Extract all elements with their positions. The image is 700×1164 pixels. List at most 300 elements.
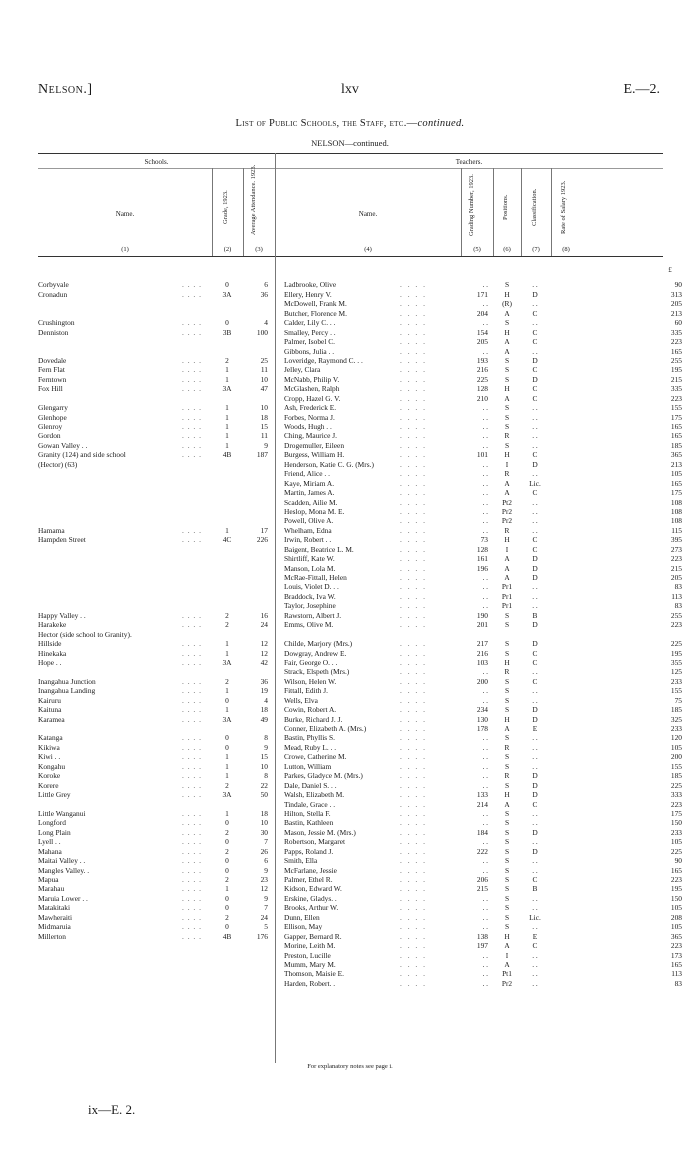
leader-dots: . . . . (400, 535, 427, 545)
grading-number: . . (482, 808, 488, 818)
position: A (504, 308, 510, 318)
vrule-7 (551, 168, 552, 256)
position: S (504, 280, 510, 290)
classification: C (532, 657, 538, 667)
leader-dots: . . . . (182, 752, 202, 762)
grading-number: . . (482, 488, 488, 498)
attendance: 4 (264, 318, 268, 328)
salary: 333 (670, 790, 682, 800)
position: A (504, 563, 510, 573)
classification: . . (532, 959, 538, 969)
classification: C (532, 676, 538, 686)
school-name: Long Plain (38, 827, 71, 837)
attendance: 15 (260, 422, 268, 431)
grading-number: 214 (476, 799, 488, 809)
leader-dots: . . . . (182, 412, 202, 422)
rule-top (38, 153, 663, 154)
grade: 0 (225, 865, 229, 875)
leader-dots: . . . . (400, 393, 427, 403)
leader-dots: . . . . (400, 818, 427, 828)
leader-dots: . . . . (182, 440, 202, 450)
salary: 365 (670, 450, 682, 460)
school-name: Dovedale (38, 355, 67, 365)
position: S (504, 893, 510, 903)
salary: 395 (670, 535, 682, 545)
leader-dots: . . . . (182, 525, 202, 535)
leader-dots: . . . . (400, 922, 427, 932)
position: S (504, 705, 510, 715)
leader-dots: . . . . (182, 733, 202, 743)
grading-number: 217 (476, 639, 488, 649)
classification: D (532, 459, 538, 469)
grading-number: . . (482, 403, 488, 413)
leader-dots: . . . . (182, 648, 202, 658)
classification: C (532, 941, 538, 951)
salary: 150 (670, 818, 682, 828)
grade: 1 (225, 686, 229, 696)
leader-dots: . . . . (400, 525, 427, 535)
leader-dots: . . . . (182, 374, 202, 384)
leader-dots: . . . . (400, 582, 427, 592)
salary: 213 (670, 308, 682, 318)
leader-dots: . . . . (182, 280, 202, 290)
teacher-name: Mason, Jessie M. (Mrs.) (284, 827, 356, 837)
classification: . . (532, 742, 538, 752)
position: S (504, 440, 510, 450)
table-row (0, 488, 700, 497)
attendance: 7 (264, 837, 268, 847)
title-italic: continued. (417, 118, 465, 129)
salary: 165 (670, 346, 682, 356)
teacher-name: Louis, Violet D. . . (284, 582, 339, 592)
leader-dots: . . . . (182, 686, 202, 696)
salary: 255 (670, 610, 682, 620)
teacher-name: Erskine, Gladys. . (284, 893, 337, 903)
grading-number: 130 (476, 714, 488, 724)
table-row (0, 356, 700, 365)
leader-dots: . . . . (400, 459, 427, 469)
school-name: Ferntown (38, 374, 67, 384)
leader-dots: . . . . (182, 780, 202, 790)
school-name: Longford (38, 818, 66, 828)
position: S (504, 620, 510, 630)
attendance: 9 (264, 865, 268, 875)
leader-dots: . . . . (182, 639, 202, 649)
grading-number: 206 (476, 875, 488, 884)
grade: 1 (225, 639, 229, 649)
position: S (504, 875, 510, 884)
grade: 1 (225, 808, 229, 818)
table-row (0, 715, 700, 724)
position: H (504, 535, 510, 545)
table-row (0, 932, 700, 941)
table-row (0, 667, 700, 676)
leader-dots: . . . . (400, 790, 427, 800)
position: S (504, 761, 510, 771)
page-title (0, 118, 700, 129)
colnum-4: (4) (364, 246, 372, 253)
position: R (504, 525, 510, 535)
leader-dots: . . . . (182, 808, 202, 818)
grade: 3A (222, 714, 232, 724)
position: S (504, 648, 510, 658)
school-name: Kongahu (38, 761, 66, 771)
school-name: Korere (38, 780, 59, 790)
table-row (0, 686, 700, 695)
table-row (0, 875, 700, 884)
table-row (0, 696, 700, 705)
position: S (504, 639, 510, 649)
leader-dots: . . . . (400, 506, 427, 516)
grading-number: . . (482, 573, 488, 582)
table-row (0, 630, 700, 639)
grade: 1 (225, 422, 229, 431)
teacher-name: Palmer, Isobel C. (284, 337, 336, 347)
grading-number: . . (482, 459, 488, 469)
position: S (504, 676, 510, 686)
grade: 0 (225, 742, 229, 752)
position: R (504, 431, 510, 441)
teacher-name: Calder, Lily C. . . (284, 318, 336, 328)
teacher-name: Crowe, Catherine M. (284, 752, 347, 762)
classification: . . (532, 506, 538, 516)
salary: 165 (670, 478, 682, 488)
table-row (0, 422, 700, 431)
classification: D (532, 827, 538, 837)
teacher-name: Fittall, Edith J. (284, 686, 328, 696)
grading-number: . . (482, 516, 488, 526)
classification: . . (532, 733, 538, 743)
teacher-name: Manson, Lola M. (284, 563, 336, 573)
table-row (0, 969, 700, 978)
leader-dots: . . . . (182, 422, 202, 431)
classification: D (532, 355, 538, 365)
table-row (0, 309, 700, 318)
classification: . . (532, 591, 538, 601)
attendance: 6 (264, 856, 268, 866)
leader-dots: . . . . (182, 771, 202, 781)
teacher-name: Wilson, Helen W. (284, 676, 337, 686)
grade: 0 (225, 280, 229, 290)
teacher-name: McNabb, Philip V. (284, 374, 340, 384)
classification: . . (532, 752, 538, 762)
leader-dots: . . . . (182, 657, 202, 667)
position: H (504, 657, 510, 667)
salary: 175 (670, 808, 682, 818)
vrule-4 (461, 168, 462, 256)
classification: C (532, 365, 538, 375)
grade: 4C (222, 535, 232, 545)
classification: C (532, 337, 538, 347)
table-row (0, 762, 700, 771)
leader-dots: . . . . (400, 875, 427, 884)
grade: 1 (225, 374, 229, 384)
position: A (504, 337, 510, 347)
position: H (504, 714, 510, 724)
teacher-name: Burke, Richard J. J. (284, 714, 343, 724)
classification: D (532, 790, 538, 800)
grade: 1 (225, 403, 229, 413)
teacher-name: Gibbons, Julia . . (284, 346, 335, 356)
position: R (504, 742, 510, 752)
teacher-name: Emms, Olive M. (284, 620, 334, 630)
rule-header-bottom (38, 256, 663, 257)
header-left: Nelson.] (38, 82, 93, 97)
grading-number: . . (482, 431, 488, 441)
teacher-name: Henderson, Katie C. G. (Mrs.) (284, 459, 374, 469)
table-row (0, 960, 700, 969)
salary: 83 (674, 582, 682, 592)
attendance: 50 (260, 790, 268, 800)
attendance: 17 (260, 525, 268, 535)
grading-number: . . (482, 686, 488, 696)
classification: D (532, 780, 538, 790)
classification: . . (532, 601, 538, 611)
table-row (0, 271, 700, 280)
classification: . . (532, 922, 538, 932)
grading-number: 154 (476, 327, 488, 337)
classification: D (532, 639, 538, 649)
teacher-name: Scadden, Ailie M. (284, 497, 338, 507)
table-row (0, 375, 700, 384)
table-row (0, 705, 700, 714)
classification: Lic. (529, 478, 541, 488)
teacher-name: Cowin, Robert A. (284, 705, 337, 715)
salary: 223 (670, 799, 682, 809)
salary: 125 (670, 667, 682, 677)
attendance: 23 (260, 875, 268, 884)
attendance: 9 (264, 440, 268, 450)
leader-dots: . . . . (400, 846, 427, 856)
table-row (0, 866, 700, 875)
salary: 255 (670, 355, 682, 365)
salary: 313 (670, 289, 682, 299)
salary: 173 (670, 950, 682, 960)
school-name: Glenroy (38, 422, 63, 431)
leader-dots: . . . . (400, 978, 427, 988)
table-row (0, 394, 700, 403)
position: I (505, 950, 509, 960)
teacher-name: Ellison, May (284, 922, 323, 932)
table-row (0, 733, 700, 742)
salary: 115 (671, 525, 682, 535)
grade: 1 (225, 365, 229, 375)
position: Pr2 (501, 506, 513, 516)
grading-number: . . (482, 761, 488, 771)
position: S (504, 865, 510, 875)
grade: 0 (225, 922, 229, 932)
classification: C (532, 535, 538, 545)
grading-number: . . (482, 422, 488, 431)
grade: 1 (225, 705, 229, 715)
school-name: Corbyvale (38, 280, 69, 290)
salary: 108 (670, 497, 682, 507)
classification: D (532, 573, 538, 582)
teacher-name: Robertson, Margaret (284, 837, 346, 847)
classification: D (532, 374, 538, 384)
leader-dots: . . . . (400, 657, 427, 667)
grade: 1 (225, 648, 229, 658)
grade: 3B (222, 327, 232, 337)
leader-dots: . . . . (400, 431, 427, 441)
teacher-name: Shirtliff, Kate W. (284, 554, 335, 564)
leader-dots: . . . . (182, 884, 202, 894)
teacher-name: McGlashen, Ralph (284, 384, 340, 394)
table-row (0, 573, 700, 582)
leader-dots: . . . . (182, 610, 202, 620)
attendance: 42 (260, 657, 268, 667)
table-row (0, 856, 700, 865)
school-name: Kairuru (38, 695, 61, 705)
school-name: Matakitaki (38, 903, 71, 913)
vrule-1 (212, 168, 213, 256)
grade-heading: Grade, 1923. (222, 190, 229, 224)
table-row (0, 951, 700, 960)
leader-dots: . . . . (400, 714, 427, 724)
classification: . . (532, 893, 538, 903)
classification: D (532, 705, 538, 715)
table-row (0, 837, 700, 846)
leader-dots: . . . . (400, 469, 427, 479)
school-name: Hector (side school to Granity). (38, 629, 132, 639)
leader-dots: . . . . (182, 676, 202, 686)
teacher-name: Preston, Lucille (284, 950, 331, 960)
classification: C (532, 875, 538, 884)
salary: 185 (670, 440, 682, 450)
leader-dots: . . . . (400, 318, 427, 328)
classification: D (532, 714, 538, 724)
table-row (0, 498, 700, 507)
leader-dots: . . . . (400, 299, 427, 309)
grading-number: . . (482, 978, 488, 988)
salary: 233 (670, 827, 682, 837)
classification: . . (532, 865, 538, 875)
teacher-name: McDowell, Frank M. (284, 299, 347, 309)
teacher-name: Childe, Marjory (Mrs.) (284, 639, 353, 649)
leader-dots: . . . . (400, 497, 427, 507)
table-row (0, 828, 700, 837)
salary: 213 (670, 459, 682, 469)
attendance: 12 (260, 648, 268, 658)
grading-number: . . (482, 582, 488, 592)
grading-number: . . (482, 346, 488, 356)
school-name: Marahau (38, 884, 65, 894)
table-row (0, 328, 700, 337)
salary: 150 (670, 893, 682, 903)
attendance: 18 (260, 705, 268, 715)
grade: 2 (225, 875, 229, 884)
teacher-name: Kidson, Edward W. (284, 884, 342, 894)
salary: 105 (670, 903, 682, 913)
page-number: lxv (341, 82, 359, 97)
teacher-name: Kaye, Miriam A. (284, 478, 335, 488)
grade: 2 (225, 355, 229, 365)
leader-dots: . . . . (400, 648, 427, 658)
leader-dots: . . . . (400, 422, 427, 431)
grading-number: 73 (480, 535, 488, 545)
leader-dots: . . . . (400, 620, 427, 630)
leader-dots: . . . . (182, 903, 202, 913)
position: S (504, 412, 510, 422)
salary: 90 (674, 280, 682, 290)
classification: . . (532, 969, 538, 979)
position: S (504, 355, 510, 365)
position: Pr1 (501, 601, 513, 611)
grading-number: . . (482, 478, 488, 488)
position: S (504, 686, 510, 696)
leader-dots: . . . . (182, 695, 202, 705)
position: S (504, 422, 510, 431)
grading-number: 205 (476, 337, 488, 347)
leader-dots: . . . . (182, 714, 202, 724)
leader-dots: . . . . (182, 620, 202, 630)
grading-number: . . (482, 742, 488, 752)
positions-heading: Positions. (502, 194, 509, 221)
attendance: 8 (264, 771, 268, 781)
leader-dots: . . . . (400, 412, 427, 422)
teacher-name: Powell, Olive A. (284, 516, 334, 526)
teacher-name: Ching, Maurice J. (284, 431, 337, 441)
attendance: 10 (260, 374, 268, 384)
leader-dots: . . . . (400, 695, 427, 705)
table-row (0, 894, 700, 903)
table-row (0, 516, 700, 525)
attendance: 24 (260, 912, 268, 922)
leader-dots: . . . . (400, 912, 427, 922)
teacher-name: Drogemuller, Eileen (284, 440, 345, 450)
grade: 3A (222, 657, 232, 667)
leader-dots: . . . . (400, 573, 427, 582)
grading-number: . . (482, 922, 488, 932)
schools-group-heading: Schools. (144, 158, 169, 166)
grade: 3A (222, 790, 232, 800)
grade: 0 (225, 893, 229, 903)
teacher-name-heading: Name. (358, 210, 378, 218)
salary: 155 (670, 761, 682, 771)
grade: 1 (225, 431, 229, 441)
classification: . . (532, 978, 538, 988)
attendance: 7 (264, 903, 268, 913)
attendance: 176 (256, 931, 268, 941)
grading-number: . . (482, 893, 488, 903)
school-name: Maitai Valley . . (38, 856, 86, 866)
attendance: 10 (260, 818, 268, 828)
table-row (0, 818, 700, 827)
position: S (504, 846, 510, 856)
position: H (504, 450, 510, 460)
teacher-name: Ellery, Henry V. (284, 289, 332, 299)
leader-dots: . . . . (182, 742, 202, 752)
title-main: List of Public Schools, the Staff, etc.— (235, 118, 418, 129)
salary: 325 (670, 714, 682, 724)
teacher-name: Bastin, Phyllis S. (284, 733, 335, 743)
teacher-name: Loveridge, Raymond C. . . (284, 355, 363, 365)
school-name: Karamea (38, 714, 65, 724)
attendance: 6 (264, 280, 268, 290)
salary: 200 (670, 752, 682, 762)
classification: . . (532, 318, 538, 328)
position: S (504, 912, 510, 922)
salary: 225 (670, 639, 682, 649)
grading-number: . . (482, 969, 488, 979)
attendance: 8 (264, 733, 268, 743)
grade: 0 (225, 818, 229, 828)
school-name: Hampden Street (38, 535, 86, 545)
classification: . . (532, 346, 538, 356)
leader-dots: . . . . (400, 639, 427, 649)
salary: 225 (670, 780, 682, 790)
table-row (0, 582, 700, 591)
